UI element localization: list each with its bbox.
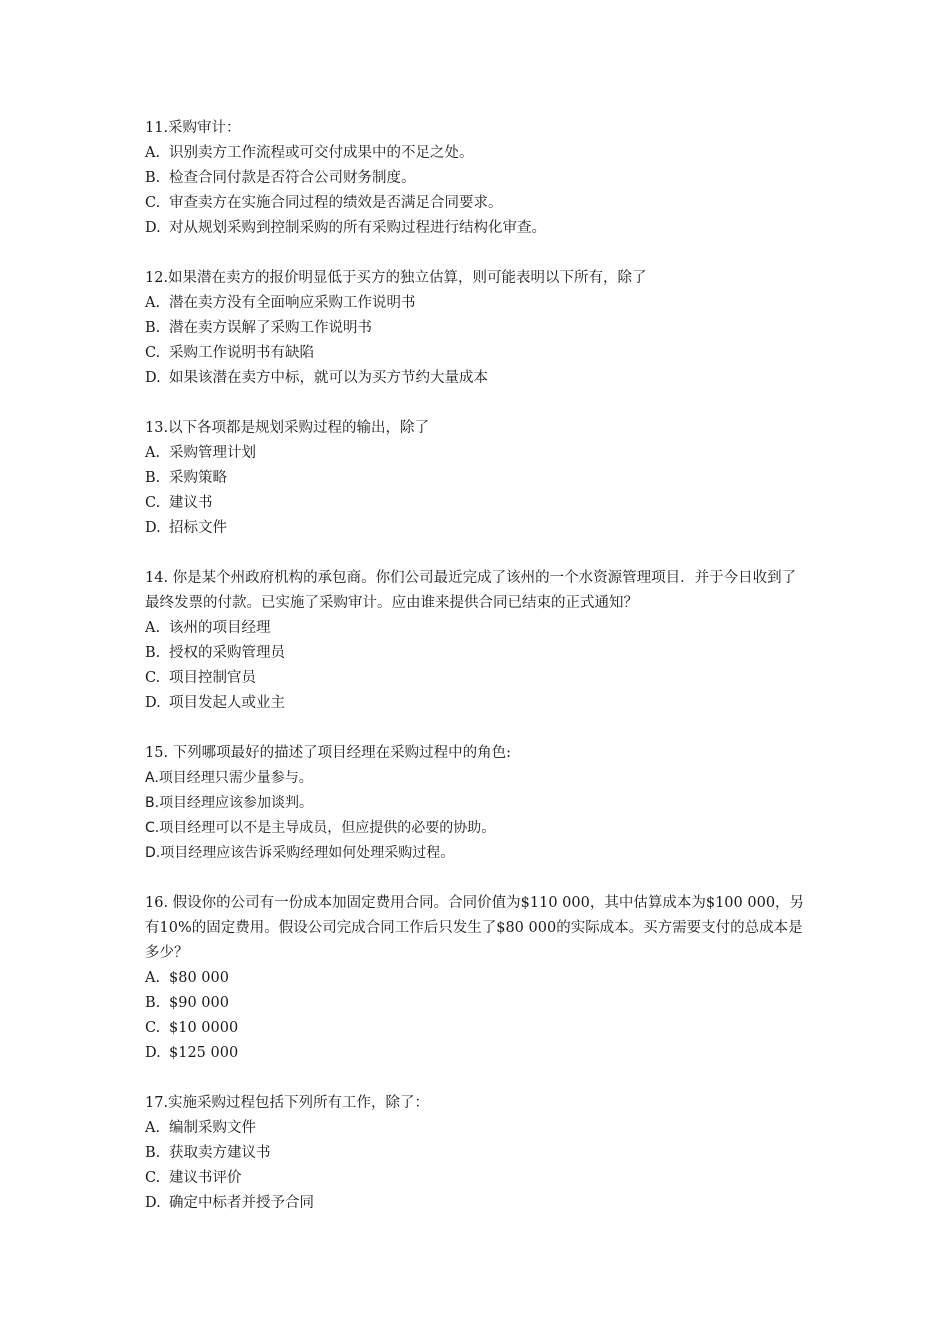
option-text: $90 000 [169,995,229,1011]
option-letter: D. [145,1045,161,1061]
option-a [145,441,810,466]
option-text: 确定中标者并授予合同 [169,1195,314,1211]
option-c [145,666,810,691]
option-letter: A. [145,445,161,461]
option-letter: A. [145,145,161,161]
option-c [145,491,810,516]
option-a [145,966,810,991]
option-b [145,316,810,341]
question-12 [145,266,810,391]
option-a [145,291,810,316]
option-letter: C. [145,195,161,211]
option-letter: C. [145,1020,161,1036]
option-text: 采购管理计划 [169,445,256,461]
question-text: 15. 下列哪项最好的描述了项目经理在采购过程中的角色: [145,745,512,761]
option-letter: C. [145,820,160,836]
question-16 [145,891,810,1066]
option-letter: C. [145,345,161,361]
question-14 [145,566,810,716]
option-c [145,1016,810,1041]
option-letter: C. [145,495,161,511]
option-text: 项目经理只需少量参与。 [158,770,313,786]
option-letter: A. [145,770,159,786]
option-d [145,1041,810,1066]
question-text: 17.实施采购过程包括下列所有工作，除了： [145,1095,430,1111]
option-a [145,141,810,166]
option-letter: B. [145,470,161,486]
option-letter: B. [145,320,161,336]
option-d [145,841,810,866]
question-17 [145,1091,810,1216]
question-13 [145,416,810,541]
question-text: 12.如果潜在卖方的报价明显低于买方的独立估算，则可能表明以下所有，除了 [145,270,647,286]
option-text: $80 000 [169,970,229,986]
option-a [145,766,810,791]
option-d [145,1191,810,1216]
question-text: 14. 你是某个州政府机构的承包商。你们公司最近完成了该州的一个水资源管理项目．并于今日收到了最终发票的付款。已实施了采购审计。应由谁来提供合同已结束的正式通知？ [145,570,797,611]
question-15 [145,741,810,866]
option-b [145,641,810,666]
question-text: 11.采购审计： [145,120,241,136]
option-letter: D. [145,695,161,711]
option-text: 项目经理应该告诉采购经理如何处理采购过程。 [160,845,455,861]
option-letter: D. [145,845,161,861]
option-a [145,616,810,641]
option-c [145,341,810,366]
option-text: 该州的项目经理 [169,620,271,636]
option-text: 建议书评价 [169,1170,242,1186]
option-text: 潜在卖方没有全面响应采购工作说明书 [169,295,416,311]
option-text: 检查合同付款是否符合公司财务制度。 [169,170,416,186]
option-letter: A. [145,1120,161,1136]
option-letter: B. [145,995,161,1011]
option-text: 潜在卖方误解了采购工作说明书 [169,320,372,336]
option-text: $125 000 [169,1045,239,1061]
option-text: 识别卖方工作流程或可交付成果中的不足之处。 [169,145,474,161]
option-letter: D. [145,520,161,536]
option-text: 获取卖方建议书 [169,1145,271,1161]
option-text: 审查卖方在实施合同过程的绩效是否满足合同要求。 [169,195,503,211]
question-11 [145,116,810,241]
option-text: 采购策略 [169,470,227,486]
option-c [145,1166,810,1191]
option-letter: D. [145,220,161,236]
option-letter: D. [145,1195,161,1211]
option-letter: C. [145,1170,161,1186]
option-letter: B. [145,795,160,811]
option-letter: C. [145,670,161,686]
option-letter: A. [145,970,161,986]
option-c [145,816,810,841]
option-text: $10 0000 [169,1020,239,1036]
option-b [145,166,810,191]
option-text: 建议书 [169,495,213,511]
option-d [145,366,810,391]
option-a [145,1116,810,1141]
option-text: 如果该潜在卖方中标，就可以为买方节约大量成本 [169,370,488,386]
option-text: 招标文件 [169,520,227,536]
option-d [145,516,810,541]
option-letter: D. [145,370,161,386]
option-letter: A. [145,620,161,636]
option-text: 采购工作说明书有缺陷 [169,345,314,361]
option-text: 授权的采购管理员 [169,645,285,661]
question-text: 16. 假设你的公司有一份成本加固定费用合同。合同价值为$110 000，其中估算成本为$100 000，另有10%的固定费用。假设公司完成合同工作后只发生了$80 000的实际成本。买方需要支付的总成本是多少？ [145,895,805,961]
option-b [145,466,810,491]
option-c [145,191,810,216]
option-text: 项目发起人或业主 [169,695,285,711]
question-list [145,116,810,1241]
option-b [145,791,810,816]
option-b [145,991,810,1016]
option-letter: B. [145,645,161,661]
option-text: 项目控制官员 [169,670,256,686]
option-d [145,691,810,716]
option-d [145,216,810,241]
option-text: 对从规划采购到控制采购的所有采购过程进行结构化审查。 [169,220,546,236]
option-letter: B. [145,1145,161,1161]
option-letter: A. [145,295,161,311]
option-text: 项目经理可以不是主导成员，但应提供的必要的协助。 [159,820,496,836]
option-letter: B. [145,170,161,186]
option-b [145,1141,810,1166]
option-text: 项目经理应该参加谈判。 [159,795,314,811]
question-text: 13.以下各项都是规划采购过程的输出，除了 [145,420,430,436]
option-text: 编制采购文件 [169,1120,256,1136]
